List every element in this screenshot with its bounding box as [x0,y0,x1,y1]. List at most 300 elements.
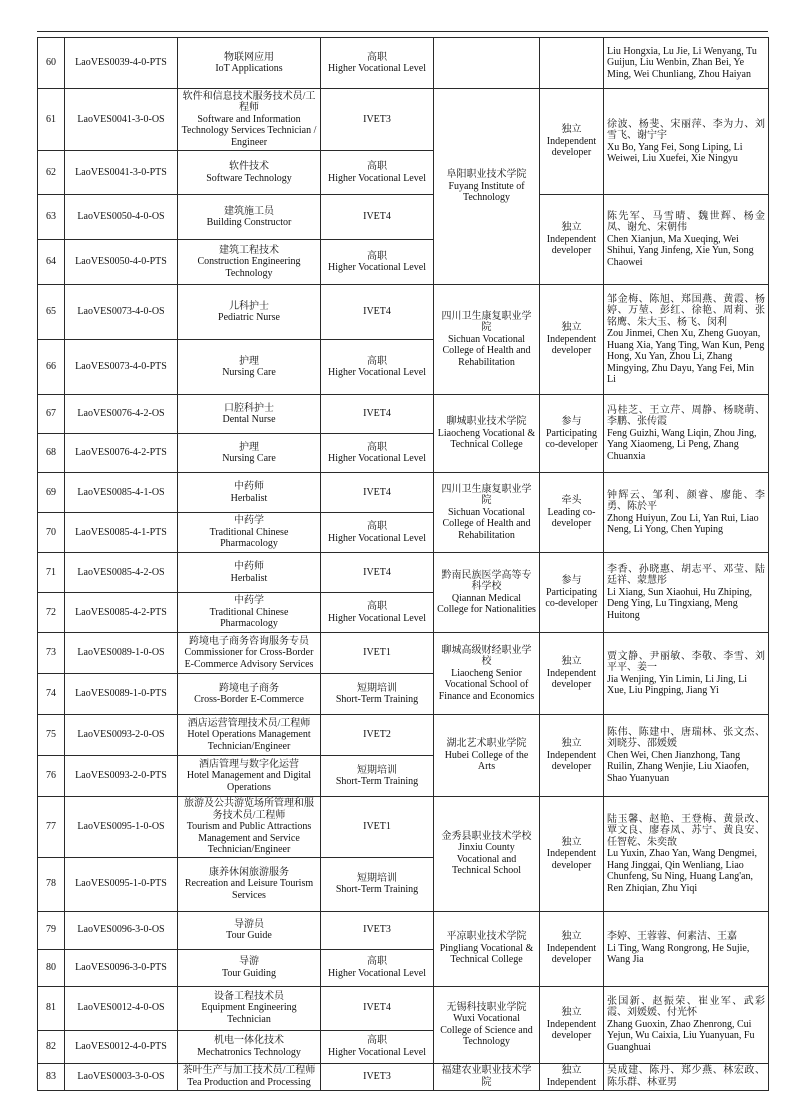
level-zh: 高职 [367,601,387,612]
level-zh: IVET4 [363,566,391,578]
occupation-cell [178,797,321,858]
institution-zh: 聊城职业技术学院 [446,416,527,428]
table-row [38,633,769,674]
role-en: Independent developer [546,749,597,773]
occupation-zh: 康养休闲旅游服务 [209,866,289,878]
developers-cell [604,633,769,715]
code-cell: LaoVES0041-3-0-PTS [65,151,178,195]
developers-zh: 李香、孙晓惠、胡志平、邓莹、陆廷祥、蒙慧彤 [607,563,765,587]
institution-en: Hubei College of the Arts [444,749,529,773]
developers-en: Liu Hongxia, Lu Jie, Li Wenyang, Tu Guijun, Liu Wenbin, Zhan Bei, Ye Ming, Wei Chunliang, Zhou Haiyan [607,45,757,80]
level-zh: 高职 [367,161,387,172]
institution-zh: 阜阳职业技术学院 [446,169,527,181]
row-number-cell: 71 [38,553,65,593]
level-zh: IVET4 [363,211,391,223]
level-cell [321,1030,434,1063]
role-zh: 独立 [561,1065,582,1076]
table-row [38,797,769,858]
institution-zh: 湖北艺术职业学院 [446,738,527,750]
code-cell: LaoVES0085-4-1-PTS [65,513,178,553]
level-cell [321,38,434,89]
level-cell [321,395,434,434]
developers-en: Chen Wei, Chen Jianzhong, Tang Ruilin, Zhang Wenjie, Liu Xiaofen, Shao Yuanyuan [607,749,750,784]
occupation-cell [178,1063,321,1090]
institution-en: Qiannan Medical College for Nationalities [437,592,536,615]
code-cell: LaoVES0012-4-0-OS [65,986,178,1030]
occupation-en: Nursing Care [222,367,276,378]
developers-zh: 贾文静、尹丽敏、李敬、李雪、刘平平、姜一 [607,650,765,673]
occupation-en: Software Technology [206,172,292,184]
occupation-en: Pediatric Nurse [218,312,280,323]
code-cell: LaoVES0093-2-0-OS [65,715,178,756]
occupation-cell [178,857,321,911]
table-row [38,38,769,89]
code-cell: LaoVES0050-4-0-PTS [65,240,178,285]
role-cell [540,285,604,395]
occupation-zh: 中药师 [234,561,264,572]
level-zh: 短期培训 [357,682,397,694]
role-en: Participating co-developer [545,586,598,610]
code-cell: LaoVES0012-4-0-PTS [65,1030,178,1063]
row-number-cell: 63 [38,195,65,240]
level-en: Higher Vocational Level [328,453,426,464]
institution-en: Fuyang Institute of Technology [448,180,525,204]
occupation-en: Herbalist [230,572,268,584]
occupation-zh: 建筑施工员 [224,205,274,217]
level-zh: 高职 [367,441,387,453]
row-number-cell: 64 [38,240,65,285]
role-en: Independent developer [546,942,597,966]
occupation-en: Mechatronics Technology [197,1046,301,1058]
occupation-cell [178,674,321,715]
code-cell: LaoVES0095-1-0-OS [65,797,178,858]
institution-cell [434,986,540,1063]
institution-en: Jinxiu County Vocational and Technical School [452,842,521,877]
role-cell [540,553,604,633]
institution-cell [434,553,540,633]
developers-zh: 张国新、赵振荣、崔业军、武彩霞、刘媛媛、付光怀 [607,995,765,1019]
developers-en: Zhang Guoxin, Zhao Zhenrong, Cui Yejun, Wu Caixia, Liu Yuanyuan, Fu Guanghuai [607,1018,755,1053]
level-en: Higher Vocational Level [328,172,426,184]
developers-en: Li Ting, Wang Rongrong, He Sujie, Wang Jia [607,942,750,966]
level-zh: IVET3 [363,1070,391,1082]
occupation-cell [178,473,321,513]
institution-cell [434,285,540,395]
role-cell [540,38,604,89]
table-row [38,715,769,756]
role-cell [540,715,604,797]
level-en: Higher Vocational Level [328,967,426,979]
developers-cell [604,38,769,89]
table-row [38,285,769,340]
code-cell: LaoVES0096-3-0-PTS [65,949,178,986]
table-row [38,395,769,434]
institution-en: Liaocheng Senior Vocational School of Finance and Economics [438,667,535,702]
level-en: Short-Term Training [335,776,419,787]
level-zh: IVET1 [363,821,391,832]
code-cell: LaoVES0085-4-2-PTS [65,593,178,633]
level-cell [321,857,434,911]
occupation-cell [178,513,321,553]
role-en: Independent developer [546,1018,597,1042]
role-zh: 独立 [561,124,582,136]
level-zh: IVET4 [363,1002,391,1014]
code-cell: LaoVES0050-4-0-OS [65,195,178,240]
table-row [38,195,769,240]
developers-en: Chen Xianjun, Ma Xueqing, Wei Shihui, Yang Jinfeng, Xie Yun, Song Chaowei [607,233,754,268]
occupation-en: Building Constructor [206,217,292,228]
level-en: Short-Term Training [335,884,419,895]
role-en: Independent developer [546,667,597,691]
row-number-cell: 67 [38,395,65,434]
occupation-zh: 酒店管理与数字化运营 [199,758,299,770]
row-number-cell: 73 [38,633,65,674]
developers-cell [604,986,769,1063]
level-cell [321,949,434,986]
developers-cell [604,797,769,912]
table-row [38,986,769,1030]
occupation-en: Software and Information Technology Services Technician / Engineer [181,113,317,148]
level-zh: 高职 [367,250,387,262]
occupation-zh: 茶叶生产与加工技术员/工程师 [182,1065,316,1076]
occupation-en: Nursing Care [222,453,276,464]
institution-cell [434,797,540,912]
role-en: Independent developer [546,333,597,357]
occupation-en: Traditional Chinese Pharmacology [209,526,289,550]
code-cell: LaoVES0095-1-0-PTS [65,857,178,911]
level-zh: 高职 [367,956,387,967]
occupation-zh: 护理 [239,355,259,367]
role-zh: 独立 [561,836,582,848]
role-zh: 独立 [561,656,582,668]
institution-zh: 聊城高级财经职业学校 [441,644,532,668]
institution-cell [434,395,540,473]
role-zh: 独立 [561,1007,582,1019]
role-en: Participating co-developer [545,427,598,451]
institution-zh: 金秀县职业技术学校 [441,830,532,842]
level-zh: IVET1 [363,647,391,659]
developers-zh: 陈伟、陈建中、唐瑞林、张文杰、刘晓芬、邵媛媛 [607,726,765,750]
level-cell [321,513,434,553]
role-cell [540,89,604,195]
developers-en: Feng Guizhi, Wang Liqin, Zhou Jing, Yang Xiaomeng, Li Peng, Zhang Chuanxia [607,427,757,462]
occupation-zh: 导游员 [234,918,264,930]
role-cell [540,911,604,986]
table-row [38,553,769,593]
code-cell: LaoVES0076-4-2-OS [65,395,178,434]
occupation-zh: 导游 [239,956,259,967]
table-row [38,1063,769,1090]
developers-en: Jia Wenjing, Yin Limin, Li Jing, Li Xue, Liu Pingping, Jiang Yi [607,673,748,696]
occupation-zh: 机电一体化技术 [214,1035,284,1046]
code-cell: LaoVES0003-3-0-OS [65,1063,178,1090]
occupation-en: Equipment Engineering Technician [201,1002,297,1025]
occupation-zh: 酒店运营管理技术员/工程师 [187,717,311,729]
occupation-zh: 软件和信息技术服务技术员/工程师 [182,90,316,114]
institution-cell [434,1063,540,1090]
institution-zh: 无锡科技职业学院 [446,1001,527,1013]
developers-zh: 邹金梅、陈旭、郑国燕、黄霞、杨婷、万堃、彭红、徐艳、周莉、张铭鹰、朱大玉、杨飞、闵利 [607,293,765,328]
developers-en: Zou Jinmei, Chen Xu, Zheng Guoyan, Huang Xia, Yang Ting, Wan Kun, Peng Hong, Xu Yan, Zhou Li, Zhang Mingying, Zhu Dayu, Yang Fei, Min Li [607,328,765,385]
institution-en: Sichuan Vocational College of Health and Rehabilitation [442,506,531,541]
table-row [38,911,769,949]
level-zh: IVET3 [363,113,391,125]
institution-en: Pingliang Vocational & Technical College [439,942,534,966]
occupation-cell [178,633,321,674]
institution-cell [434,633,540,715]
code-cell: LaoVES0073-4-0-PTS [65,340,178,395]
level-cell [321,434,434,473]
level-zh: IVET2 [363,729,391,741]
role-zh: 独立 [561,322,582,334]
occupation-cell [178,949,321,986]
institution-en: Liaocheng Vocational & Technical College [437,427,536,451]
table-row [38,473,769,513]
row-number-cell: 79 [38,911,65,949]
occupation-cell [178,38,321,89]
occupation-zh: 建筑工程技术 [219,244,279,256]
code-cell: LaoVES0041-3-0-OS [65,89,178,151]
occupation-cell [178,240,321,285]
role-cell [540,1063,604,1090]
level-cell [321,473,434,513]
institution-zh: 四川卫生康复职业学院 [441,310,532,334]
role-cell [540,633,604,715]
occupation-en: Hotel Operations Management Technician/Engineer [187,729,311,752]
occupation-zh: 中药师 [234,481,264,492]
developers-en: Li Xiang, Sun Xiaohui, Hu Zhiping, Deng Ying, Lu Tingxiang, Meng Huitong [607,586,752,621]
code-cell: LaoVES0089-1-0-OS [65,633,178,674]
occupation-en: Cross-Border E-Commerce [194,694,304,705]
occupation-zh: 设备工程技术员 [214,990,284,1002]
occupation-en: Dental Nurse [222,414,276,425]
institution-zh: 福建农业职业技术学院 [441,1065,532,1088]
level-zh: IVET4 [363,306,391,318]
occupation-cell [178,89,321,151]
level-cell [321,553,434,593]
occupation-cell [178,395,321,434]
level-cell [321,195,434,240]
row-number-cell: 61 [38,89,65,151]
table-row [38,89,769,151]
developers-cell [604,553,769,633]
standards-table [37,37,769,1091]
level-cell [321,240,434,285]
developers-en: Xu Bo, Yang Fei, Song Liping, Li Weiwei, Liu Xuefei, Xie Ningyu [607,141,743,164]
level-zh: IVET4 [363,408,391,420]
occupation-en: Tea Production and Processing [187,1076,311,1088]
role-en: Independent developer [546,233,597,257]
institution-cell [434,473,540,553]
developers-cell [604,395,769,473]
row-number-cell: 78 [38,857,65,911]
row-number-cell: 66 [38,340,65,395]
level-cell [321,633,434,674]
row-number-cell: 68 [38,434,65,473]
role-zh: 参与 [561,575,582,587]
developers-cell [604,1063,769,1090]
occupation-en: IoT Applications [215,63,283,74]
level-cell [321,151,434,195]
institution-cell [434,89,540,285]
code-cell: LaoVES0093-2-0-PTS [65,756,178,797]
row-number-cell: 83 [38,1063,65,1090]
role-en: Independent developer [546,135,597,159]
role-cell [540,986,604,1063]
level-zh: 高职 [367,521,387,532]
row-number-cell: 65 [38,285,65,340]
occupation-cell [178,1030,321,1063]
occupation-cell [178,553,321,593]
row-number-cell: 81 [38,986,65,1030]
developers-zh: 陈先军、马雪晴、魏世辉、杨金凤、谢允、宋朝伟 [607,210,765,234]
developers-zh: 陆玉馨、赵艳、王登梅、黄景改、覃文良、廖春凤、苏宁、黄良安、任智乾、朱奕敔 [607,813,765,848]
occupation-cell [178,715,321,756]
level-cell [321,911,434,949]
developers-zh: 冯桂芝、王立芹、周静、杨晓萌、李鹏、张传霞 [607,404,765,428]
developers-cell [604,473,769,553]
level-zh: 短期培训 [357,872,397,884]
occupation-en: Tour Guiding [221,967,277,979]
occupation-zh: 中药学 [234,515,264,527]
occupation-cell [178,593,321,633]
level-en: Higher Vocational Level [328,1046,426,1058]
code-cell: LaoVES0089-1-0-PTS [65,674,178,715]
occupation-cell [178,434,321,473]
role-cell [540,195,604,285]
occupation-cell [178,911,321,949]
occupation-en: Tourism and Public Attractions Management and Service Technician/Engineer [186,821,312,855]
level-cell [321,756,434,797]
occupation-zh: 中药学 [234,595,264,607]
developers-cell [604,715,769,797]
occupation-cell [178,756,321,797]
row-number-cell: 62 [38,151,65,195]
institution-zh: 平凉职业技术学院 [446,931,527,943]
institution-cell [434,38,540,89]
institution-cell [434,911,540,986]
row-number-cell: 74 [38,674,65,715]
occupation-en: Tour Guide [226,930,272,941]
level-cell [321,340,434,395]
role-cell [540,395,604,473]
row-number-cell: 82 [38,1030,65,1063]
row-number-cell: 80 [38,949,65,986]
occupation-cell [178,340,321,395]
role-zh: 独立 [561,931,582,943]
developers-en: Zhong Huiyun, Zou Li, Yan Rui, Liao Neng, Li Yong, Chen Yuping [607,512,759,535]
level-cell [321,285,434,340]
page-continuation-rule [37,31,768,32]
developers-zh: 吴成建、陈丹、郑少燕、林宏政、陈乐群、林亚男 [607,1065,765,1088]
level-cell [321,797,434,858]
occupation-cell [178,195,321,240]
code-cell: LaoVES0076-4-2-PTS [65,434,178,473]
code-cell: LaoVES0085-4-2-OS [65,553,178,593]
role-zh: 参与 [561,416,582,428]
developers-en: Lu Yuxin, Zhao Yan, Wang Dengmei, Hang Jinggai, Qin Wenliang, Liao Chunfeng, Su Ning, Huang Lang'an, Ren Zhiqian, Zhu Yiqi [607,848,758,894]
row-number-cell: 75 [38,715,65,756]
role-zh: 独立 [561,222,582,234]
level-cell [321,1063,434,1090]
level-zh: 高职 [367,51,387,63]
institution-cell [434,715,540,797]
level-cell [321,89,434,151]
level-en: Higher Vocational Level [328,63,426,74]
row-number-cell: 70 [38,513,65,553]
occupation-en: Herbalist [230,492,268,504]
role-en: Independent developer [546,848,597,871]
developers-zh: 李婷、王蓉蓉、何素洁、王嘉 [607,931,737,943]
row-number-cell: 69 [38,473,65,513]
level-zh: 高职 [367,1035,387,1046]
level-zh: 高职 [367,355,387,367]
institution-zh: 四川卫生康复职业学院 [441,483,532,507]
level-cell [321,674,434,715]
row-number-cell: 72 [38,593,65,633]
developers-cell [604,911,769,986]
role-zh: 牵头 [561,495,582,507]
occupation-cell [178,151,321,195]
occupation-cell [178,285,321,340]
institution-en: Wuxi Vocational College of Science and Technology [440,1013,533,1047]
occupation-zh: 跨境电子商务咨询服务专员 [189,635,309,647]
developers-cell [604,89,769,195]
code-cell: LaoVES0085-4-1-OS [65,473,178,513]
level-en: Higher Vocational Level [328,262,426,273]
occupation-en: Hotel Management and Digital Operations [186,770,312,793]
occupation-zh: 口腔科护士 [224,402,274,414]
occupation-en: Recreation and Leisure Tourism Services [184,878,314,901]
row-number-cell: 60 [38,38,65,89]
role-zh: 独立 [561,738,582,750]
institution-zh: 黔南民族医学高等专科学校 [441,569,532,592]
level-en: Short-Term Training [335,694,419,705]
level-cell [321,593,434,633]
code-cell: LaoVES0073-4-0-OS [65,285,178,340]
level-cell [321,986,434,1030]
level-en: Higher Vocational Level [328,532,426,544]
developers-zh: 徐波、杨斐、宋丽萍、李为力、刘雪飞、谢宁宇 [607,118,765,141]
developers-cell [604,285,769,395]
row-number-cell: 77 [38,797,65,858]
level-zh: IVET4 [363,486,391,498]
code-cell: LaoVES0039-4-0-PTS [65,38,178,89]
role-en: Leading co-developer [547,506,596,530]
institution-en: Sichuan Vocational College of Health and Rehabilitation [442,333,531,368]
occupation-en: Construction Engineering Technology [197,256,301,279]
occupation-zh: 护理 [239,441,259,453]
code-cell: LaoVES0096-3-0-OS [65,911,178,949]
occupation-cell [178,986,321,1030]
row-number-cell: 76 [38,756,65,797]
level-en: Higher Vocational Level [328,612,426,624]
role-en: Independent [546,1076,597,1088]
level-zh: 短期培训 [357,764,397,776]
occupation-zh: 旅游及公共游览场所管理和服务技术员/工程师 [184,798,314,821]
occupation-zh: 物联网应用 [224,51,274,63]
developers-cell [604,195,769,285]
level-cell [321,715,434,756]
level-en: Higher Vocational Level [328,367,426,378]
occupation-en: Commissioner for Cross-Border E-Commerce Advisory Services [184,647,314,670]
occupation-zh: 软件技术 [229,161,269,172]
developers-zh: 钟辉云、邹利、颜睿、廖能、李勇、陈於平 [607,489,765,512]
level-zh: IVET3 [363,924,391,936]
occupation-zh: 儿科护士 [229,300,269,312]
occupation-en: Traditional Chinese Pharmacology [209,606,289,630]
role-cell [540,473,604,553]
